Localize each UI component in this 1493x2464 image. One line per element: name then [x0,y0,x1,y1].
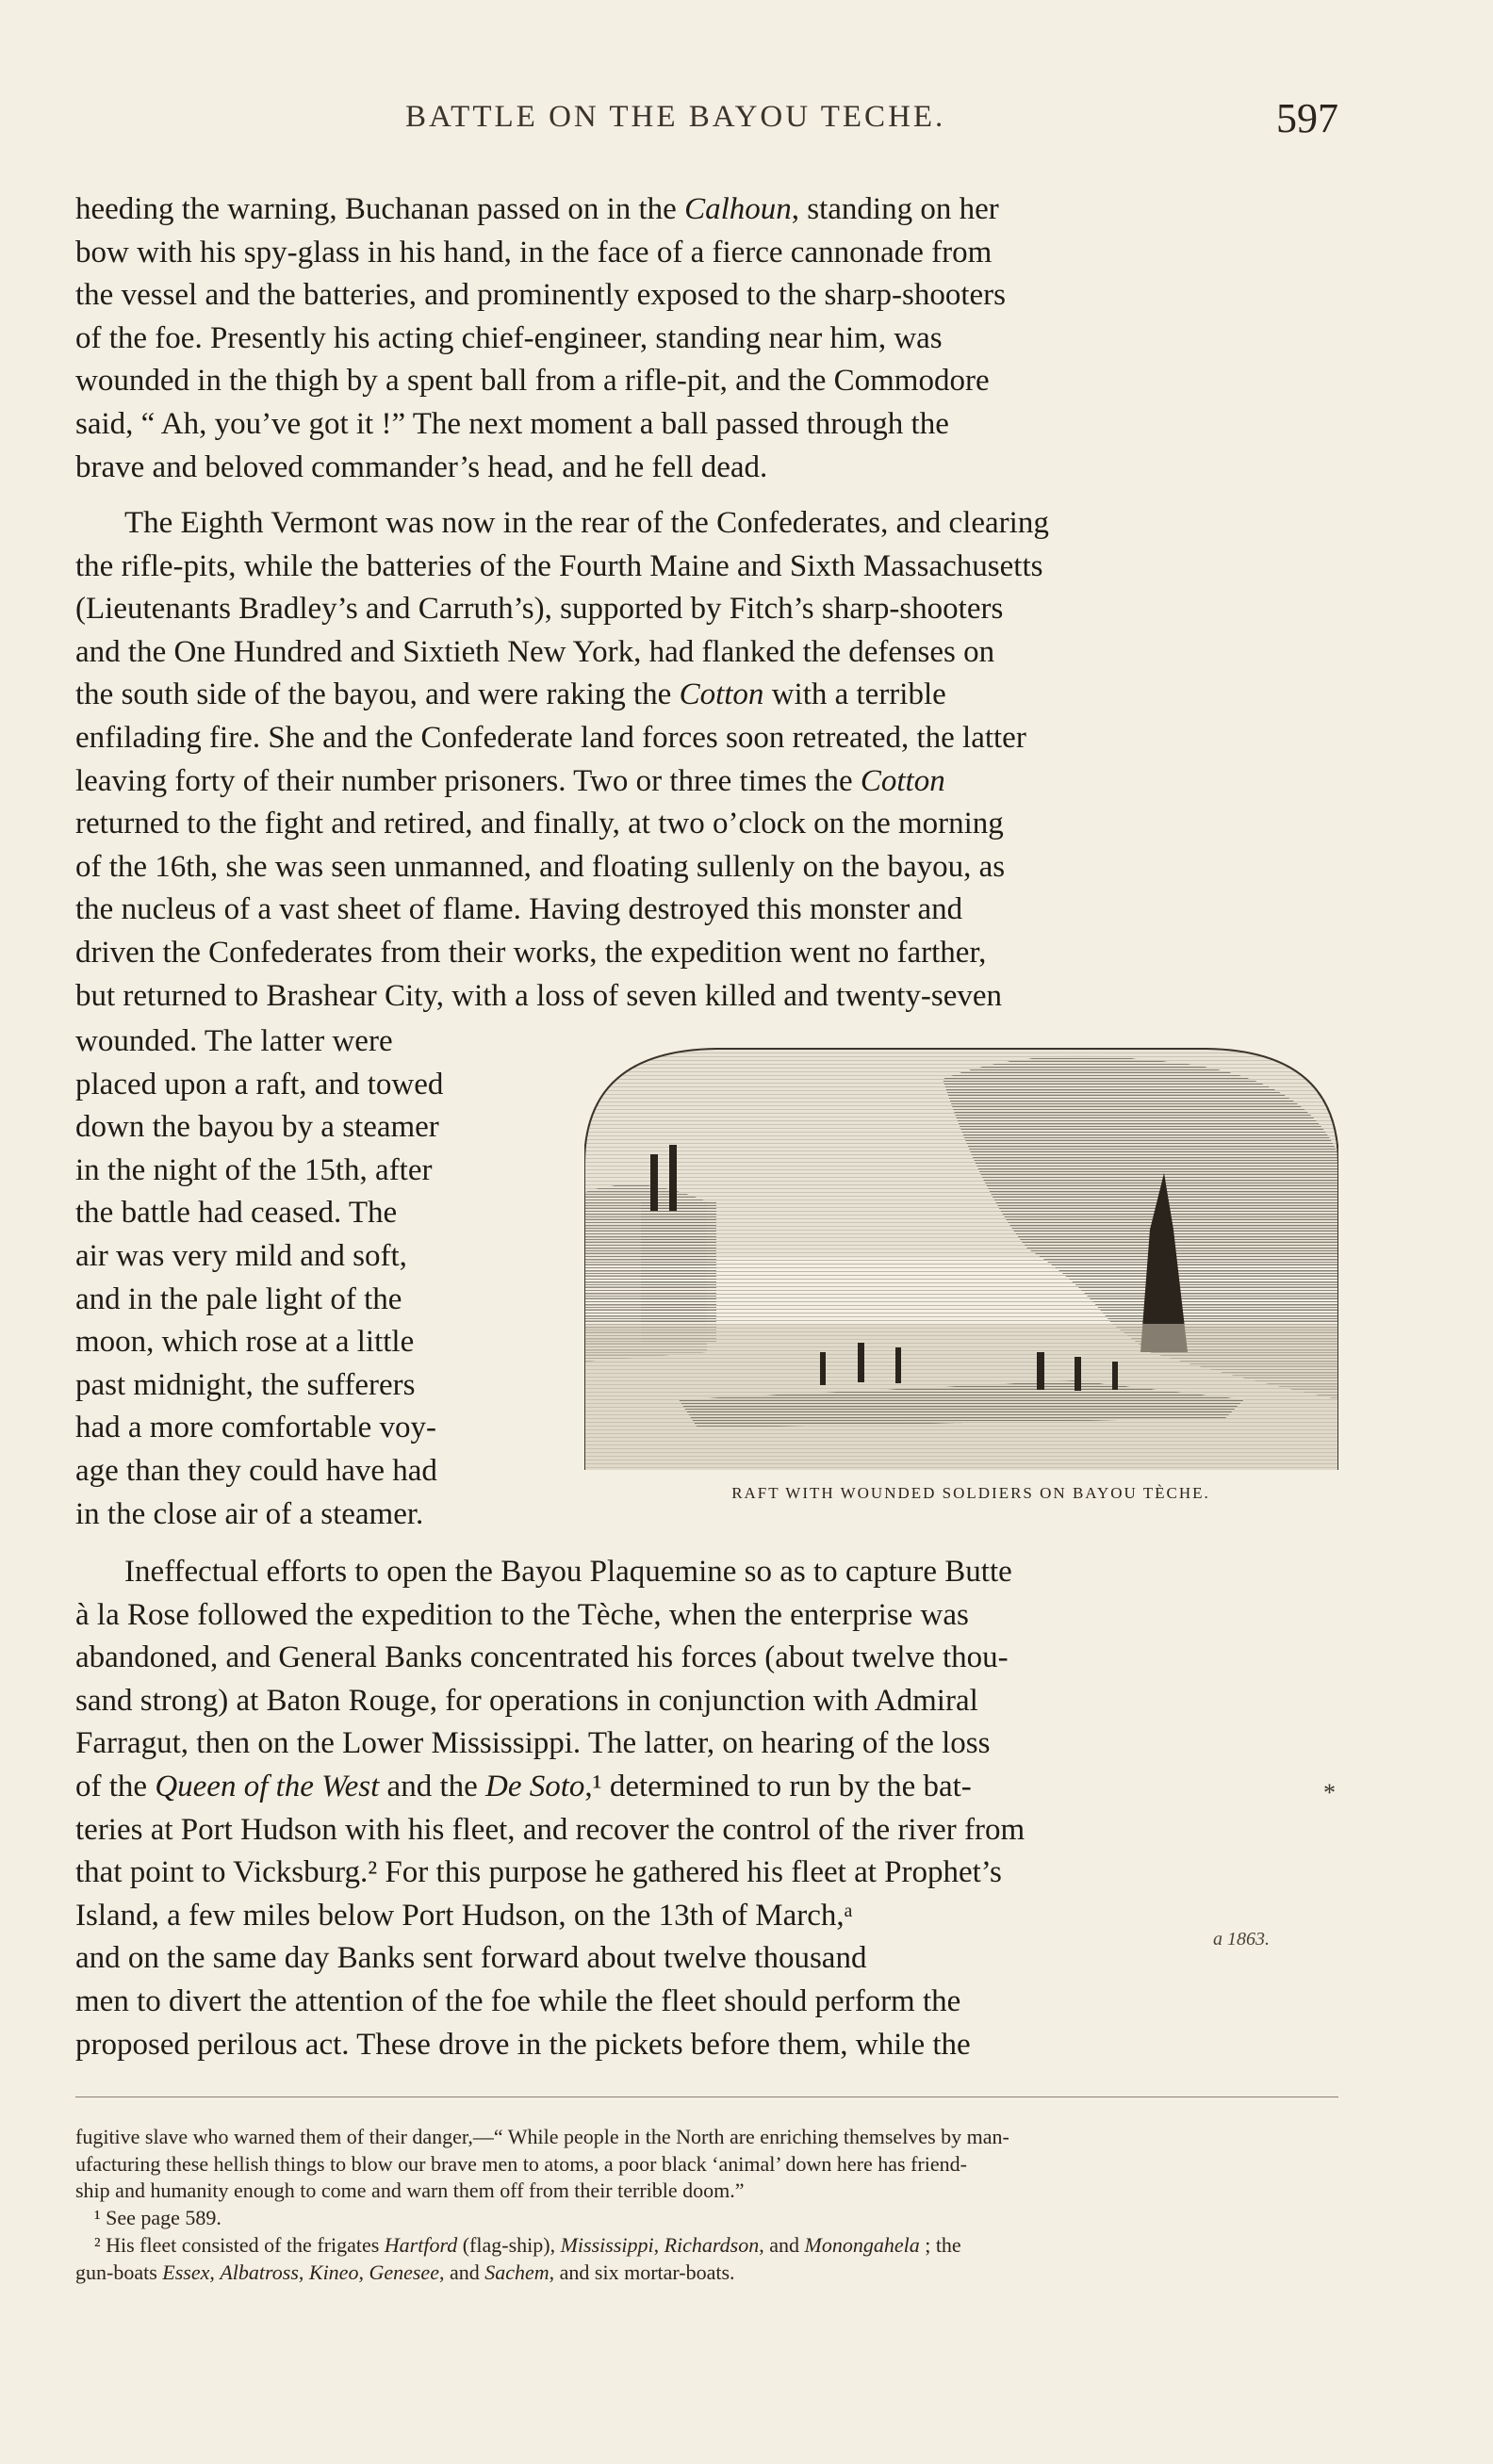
running-title: BATTLE ON THE BAYOU TECHE. [405,100,946,134]
text-line: past midnight, the sufferers [75,1367,416,1402]
text-line: heeding the warning, Buchanan passed on in the Calhoun, standing on her [75,192,999,226]
page-number: 597 [1276,95,1338,141]
figure-caption: RAFT WITH WOUNDED SOLDIERS ON BAYOU TÈCHE. [731,1484,1210,1502]
text-line: Ineffectual efforts to open the Bayou Plaquemine so as to capture Butte [124,1555,1012,1589]
text-line: the vessel and the batteries, and prominently exposed to the sharp-shooters [75,278,1006,313]
ship-name: Calhoun [684,192,792,226]
ship-name: Queen of the West [155,1769,380,1803]
text-line: à la Rose followed the expedition to the Tèche, when the enterprise was [75,1597,969,1632]
paragraph-1 [75,188,1338,489]
text-line: of the Queen of the West and the De Soto,¹ determined to run by the bat- [75,1769,972,1803]
text-line: and the One Hundred and Sixtieth New York, had flanked the defenses on [75,634,995,669]
raft-engraving-image [584,1041,1338,1470]
text-line: had a more comfortable voy- [75,1411,437,1445]
text-line: and in the pale light of the [75,1281,402,1316]
text-line: of the foe. Presently his acting chief-engineer, standing near him, was [75,320,943,355]
text-line: leaving forty of their number prisoners. Two or three times the Cotton [75,763,945,798]
ship-name: Cotton [860,763,945,798]
paragraph-2-wrap [75,1020,556,1536]
text-line: moon, which rose at a little [75,1325,415,1360]
footnote-line: fugitive slave who warned them of their danger,—“ While people in the North are enriching themselves by man- [75,2125,1009,2148]
footnote-line: ufacturing these hellish things to blow our brave men to atoms, a poor black ‘animal’ down here has friend- [75,2151,967,2176]
page-header [75,94,1338,151]
text-line: of the 16th, she was seen unmanned, and floating sullenly on the bayou, as [75,849,1006,884]
footnote-2: ² His fleet consisted of the frigates Hartford (flag-ship), Mississippi, Richardson, and Monongahela ; the [94,2232,961,2257]
text-line: teries at Port Hudson with his fleet, and recover the control of the river from [75,1812,1025,1847]
margin-asterisk: * [1323,1779,1336,1806]
text-line: enfilading fire. She and the Confederate land forces soon retreated, the latter [75,720,1026,755]
text-line: Island, a few miles below Port Hudson, on the 13th of March,ᵃ [75,1898,853,1933]
text-line: (Lieutenants Bradley’s and Carruth’s), supported by Fitch’s sharp-shooters [75,592,1004,627]
text-line: wounded in the thigh by a spent ball from a rifle-pit, and the Commodore [75,364,990,399]
footnote-line: ship and humanity enough to come and warn them off from their terrible doom.” [75,2178,745,2203]
paragraph-3 [75,1551,1338,2066]
text-line: the nucleus of a vast sheet of flame. Having destroyed this monster and [75,892,963,927]
text-line: in the close air of a steamer. [75,1496,424,1531]
text-line: men to divert the attention of the foe while the fleet should perform the [75,1983,961,2018]
footnotes [75,2124,1338,2286]
text-line: bow with his spy-glass in his hand, in the face of a fierce cannonade from [75,235,993,269]
text-line: proposed perilous act. These drove in the pickets before them, while the [75,2027,971,2062]
text-line: placed upon a raft, and towed [75,1067,444,1101]
text-line: age than they could have had [75,1453,437,1488]
paragraph-2 [75,502,1338,1018]
text-line: driven the Confederates from their works, the expedition went no farther, [75,935,987,970]
footnote-2-cont: gun-boats Essex, Albatross, Kineo, Genesee, and Sachem, and six mortar-boats. [75,2260,735,2284]
text-line: down the bayou by a steamer [75,1110,439,1145]
margin-date-note: a 1863. [1213,1929,1270,1950]
text-line: but returned to Brashear City, with a loss of seven killed and twenty-seven [75,978,1003,1013]
footnote-1: ¹ See page 589. [94,2206,221,2230]
text-line: that point to Vicksburg.² For this purpose he gathered his fleet at Prophet’s [75,1855,1002,1890]
text-line: in the night of the 15th, after [75,1152,433,1187]
text-line: the battle had ceased. The [75,1196,398,1231]
text-line: said, “ Ah, you’ve got it !” The next moment a ball passed through the [75,406,949,441]
figure-engraving [584,1041,1338,1512]
text-line: brave and beloved commander’s head, and he fell dead. [75,449,768,484]
ship-name: Cotton [679,677,764,712]
ship-name: De Soto [485,1769,585,1803]
text-line: abandoned, and General Banks concentrated his forces (about twelve thou- [75,1640,1009,1675]
text-line: sand strong) at Baton Rouge, for operations in conjunction with Admiral [75,1683,978,1718]
text-line: the rifle-pits, while the batteries of the Fourth Maine and Sixth Massachusetts [75,548,1043,583]
text-line: wounded. The latter were [75,1024,393,1058]
text-line: and on the same day Banks sent forward about twelve thousand [75,1941,867,1976]
text-line: returned to the fight and retired, and finally, at two o’clock on the morning [75,807,1004,841]
text-line: the south side of the bayou, and were raking the Cotton with a terrible [75,677,946,712]
text-line: air was very mild and soft, [75,1238,407,1273]
text-line: Farragut, then on the Lower Mississippi. The latter, on hearing of the loss [75,1726,991,1761]
text-line: The Eighth Vermont was now in the rear of the Confederates, and clearing [124,506,1049,540]
